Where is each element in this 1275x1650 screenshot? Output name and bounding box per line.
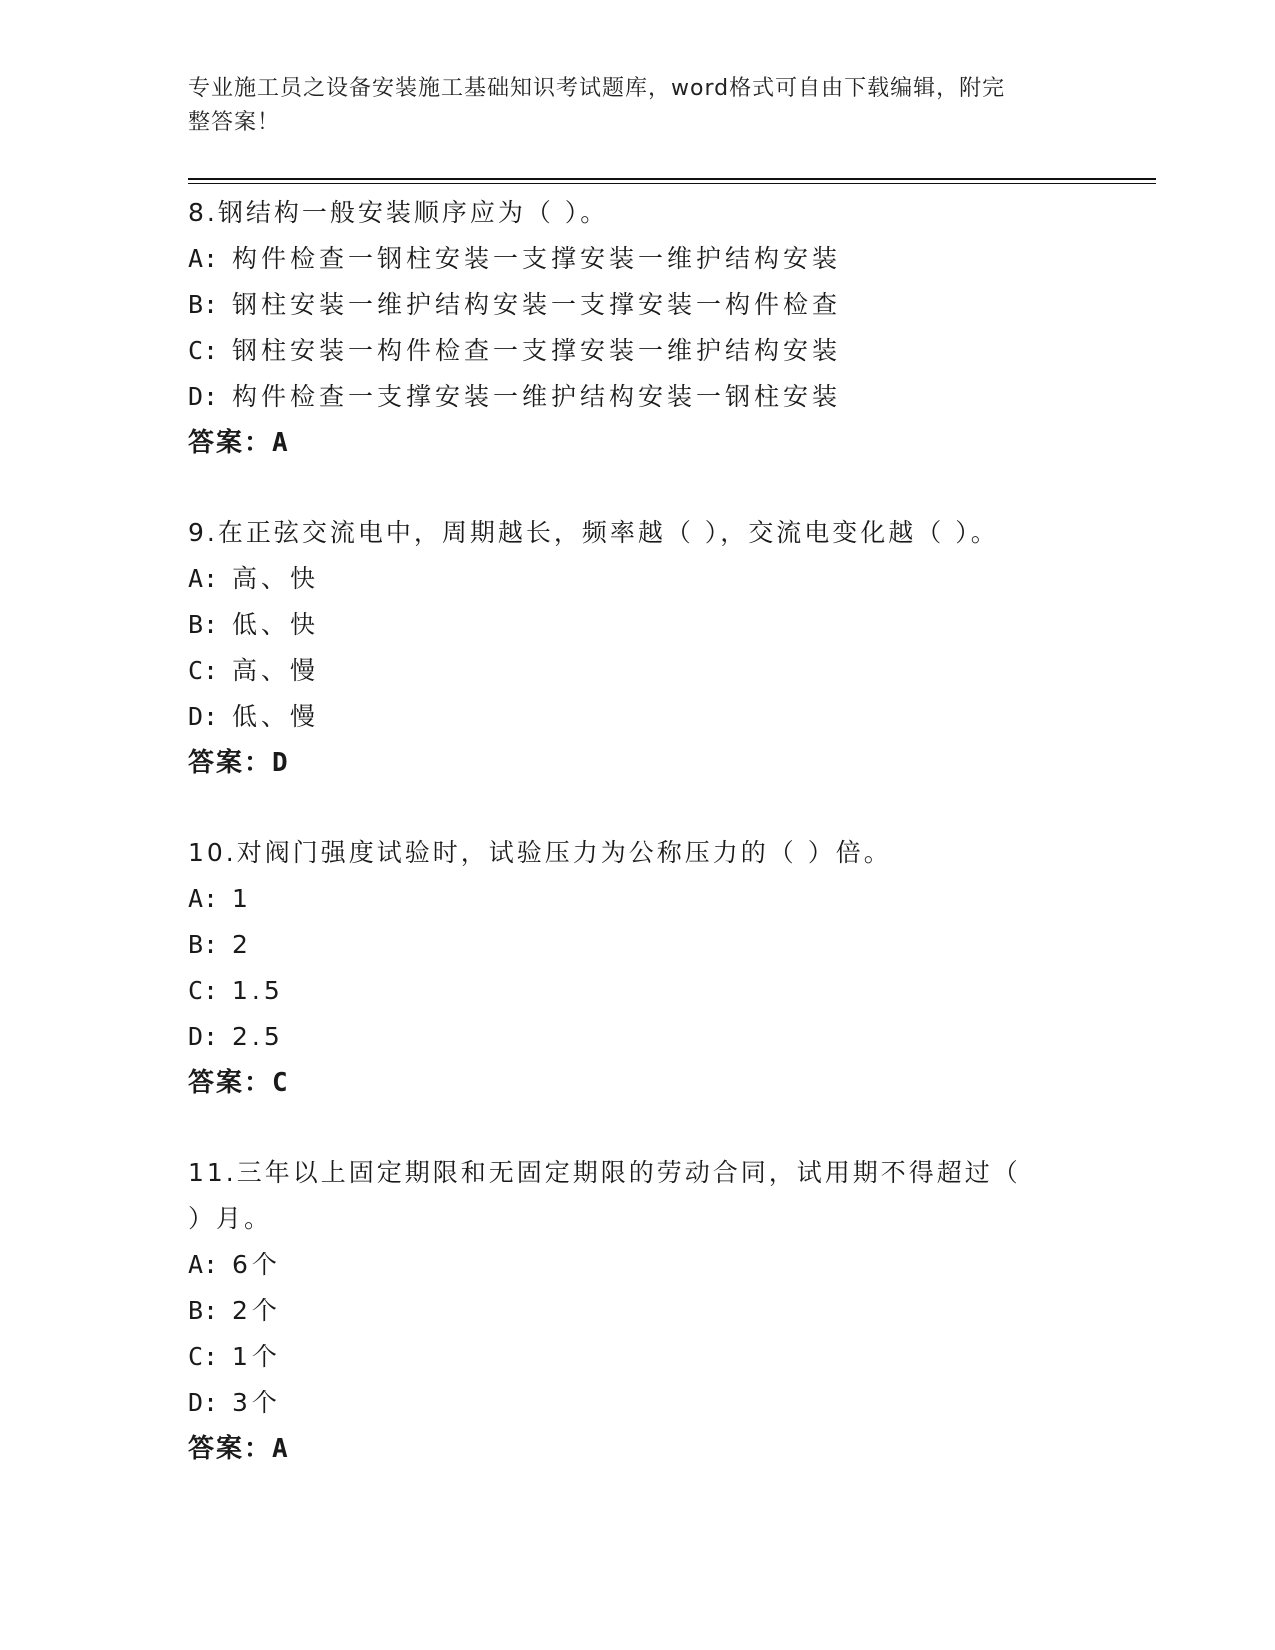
option-b [188, 602, 1088, 648]
question-11 [188, 1150, 1088, 1472]
question-stem [188, 830, 1088, 876]
header-divider-thick [188, 178, 1156, 180]
question-stem-line: 9.在正弦交流电中，周期越长，频率越（ ），交流电变化越（ ）。 [188, 518, 999, 547]
option-key: A: [188, 1250, 219, 1279]
option-key: D: [188, 702, 219, 731]
answer-line [188, 420, 1088, 466]
option-text: 构件检查一钢柱安装一支撑安装一维护结构安装 [232, 244, 842, 273]
option-text: 2个 [232, 1296, 281, 1325]
option-d [188, 694, 1088, 740]
question-list [188, 190, 1088, 1516]
question-stem-line: 10.对阀门强度试验时，试验压力为公称压力的（ ）倍。 [188, 838, 892, 867]
option-a [188, 876, 1088, 922]
option-b [188, 282, 1088, 328]
option-key: A: [188, 244, 219, 273]
option-key: B: [188, 610, 219, 639]
option-text: 1 [232, 884, 252, 913]
option-key: A: [188, 884, 219, 913]
answer-value: A [272, 1434, 290, 1464]
option-key: D: [188, 382, 219, 411]
answer-line [188, 740, 1088, 786]
question-stem [188, 190, 1088, 236]
document-header [188, 72, 1068, 140]
option-text: 2 [232, 930, 252, 959]
answer-value: C [272, 1068, 290, 1098]
option-c [188, 648, 1088, 694]
option-a [188, 1242, 1088, 1288]
option-text: 钢柱安装一构件检查一支撑安装一维护结构安装 [232, 336, 842, 365]
option-text: 6个 [232, 1250, 281, 1279]
question-stem [188, 510, 1088, 556]
option-d [188, 1014, 1088, 1060]
answer-label: 答案： [188, 1068, 273, 1098]
option-key: D: [188, 1388, 219, 1417]
option-text: 低、慢 [232, 702, 320, 731]
option-text: 低、快 [232, 610, 320, 639]
option-text: 1个 [232, 1342, 281, 1371]
header-line-2: 整答案！ [188, 110, 281, 135]
option-d [188, 1380, 1088, 1426]
option-key: C: [188, 656, 219, 685]
answer-line [188, 1060, 1088, 1106]
option-key: A: [188, 564, 219, 593]
question-stem-line: 8.钢结构一般安装顺序应为（ ）。 [188, 198, 609, 227]
answer-label: 答案： [188, 428, 273, 458]
option-text: 高、快 [232, 564, 320, 593]
option-text: 高、慢 [232, 656, 320, 685]
option-key: B: [188, 1296, 219, 1325]
option-b [188, 1288, 1088, 1334]
answer-label: 答案： [188, 1434, 273, 1464]
answer-value: D [272, 748, 290, 778]
option-text: 1.5 [232, 976, 284, 1005]
header-line-1: 专业施工员之设备安装施工基础知识考试题库，word格式可自由下载编辑，附完 [188, 76, 1006, 101]
header-divider-thin [188, 183, 1156, 184]
question-10 [188, 830, 1088, 1106]
question-stem-line: ）月。 [188, 1204, 273, 1233]
option-key: D: [188, 1022, 219, 1051]
option-c [188, 328, 1088, 374]
option-a [188, 556, 1088, 602]
option-text: 钢柱安装一维护结构安装一支撑安装一构件检查 [232, 290, 842, 319]
option-key: C: [188, 336, 219, 365]
option-key: B: [188, 290, 219, 319]
option-key: C: [188, 1342, 219, 1371]
option-text: 3个 [232, 1388, 281, 1417]
answer-line [188, 1426, 1088, 1472]
option-c [188, 968, 1088, 1014]
option-key: B: [188, 930, 219, 959]
option-c [188, 1334, 1088, 1380]
question-stem-line: 11.三年以上固定期限和无固定期限的劳动合同，试用期不得超过（ [188, 1158, 1021, 1187]
question-8 [188, 190, 1088, 466]
option-key: C: [188, 976, 219, 1005]
answer-label: 答案： [188, 748, 273, 778]
option-text: 构件检查一支撑安装一维护结构安装一钢柱安装 [232, 382, 842, 411]
option-d [188, 374, 1088, 420]
question-9 [188, 510, 1088, 786]
option-a [188, 236, 1088, 282]
option-b [188, 922, 1088, 968]
question-stem [188, 1150, 1088, 1242]
answer-value: A [272, 428, 290, 458]
option-text: 2.5 [232, 1022, 284, 1051]
